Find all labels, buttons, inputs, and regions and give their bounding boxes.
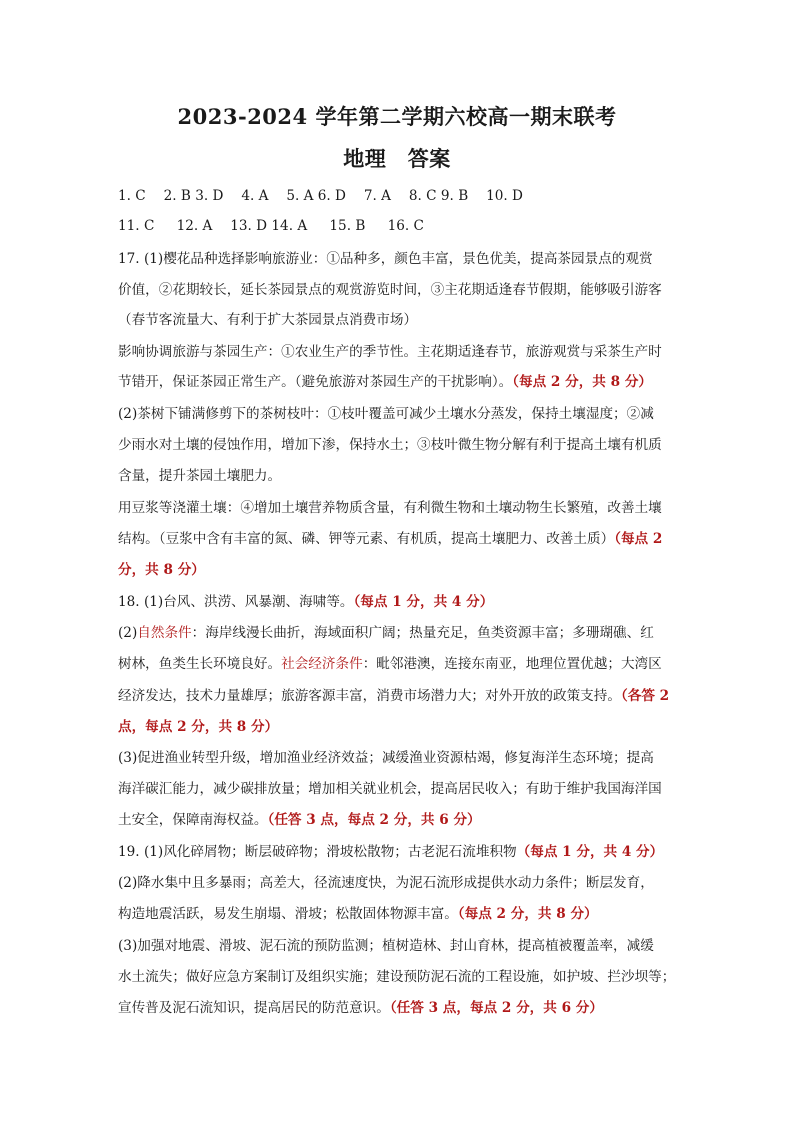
q18-text: ：毗邻港澳，连接东南亚，地理位置优越；大湾区 [362,656,662,672]
q18-text: ：海岸线漫长曲折，海域面积广阔；热量充足，鱼类资源丰富；多珊瑚礁、红 [191,625,654,641]
q17-text: 节错开，保证茶园正常生产。（避免旅游对茶园生产的干扰影响）。 [118,374,513,390]
q18-text: 树林，鱼类生长环境良好。 [118,656,282,672]
q19-text: 19. (1)风化碎屑物；断层破碎物；滑坡松散物；古老泥石流堆积物 [118,844,517,860]
q17-score-note: 分，共 8 分） [118,562,205,578]
q19-text: 宣传普及泥石流知识，提高居民的防范意识。 [118,1000,390,1016]
q18-line [118,654,678,674]
q18-line [118,686,678,706]
q19-line: (2)降水集中且多暴雨；高差大，径流速度快，为泥石流形成提供水动力条件；断层发育， [118,875,654,891]
q17-line: 含量，提升茶园土壤肥力。 [118,468,282,484]
q18-line: (3)促进渔业转型升级，增加渔业经济效益；减缓渔业资源枯竭，修复海洋生态环境；提高 [118,750,654,766]
q18-line [118,623,678,643]
q19-line [118,904,678,924]
q17-line: 用豆浆等浇灌土壤：④增加土壤营养物质含量，有利微生物和土壤动物生长繁殖，改善土壤 [118,500,662,516]
choice-answers-row-2: 11. C 12. A 13. D 14. A 15. B 16. C [118,218,424,234]
q17-line: 影响协调旅游与茶园生产：①农业生产的季节性。主花期适逢春节，旅游观赏与采茶生产时 [118,344,662,360]
q18-score-note: （任答 3 点，每点 2 分，共 6 分） [267,812,481,828]
q19-line: (3)加强对地震、滑坡、泥石流的预防监测；植树造林、封山育林，提高植被覆盖率，减缓 [118,938,654,954]
q18-natural-conditions-label: 自然条件 [137,625,192,641]
q18-score-note: （各答 2 [620,688,670,704]
q17-text: 结构。（豆浆中含有丰富的氮、磷、钾等元素、有机质，提高土壤肥力、改善土质） [118,531,615,547]
q19-text: 构造地震活跃，易发生崩塌、滑坡；松散固体物源丰富。 [118,906,458,922]
q17-line: 17. (1)樱花品种选择影响旅游业：①品种多，颜色丰富，景色优美，提高茶园景点的观赏 [118,251,653,267]
page-subtitle: 地理 答案 [343,146,451,171]
q18-line: 海洋碳汇能力，减少碳排放量；增加相关就业机会，提高居民收入；有助于维护我国海洋国 [118,781,662,797]
q19-score-note: （任答 3 点，每点 2 分，共 6 分） [389,1000,603,1016]
choice-answers-row-1: 1. C 2. B 3. D 4. A 5. A 6. D 7. A 8. C 9. B 10. D [118,188,523,204]
q18-socioeconomic-label: 社会经济条件 [281,656,363,672]
q19-score-note: （每点 2 分，共 8 分） [457,906,598,922]
q18-score-note: （每点 1 分，共 4 分） [353,594,494,610]
q19-line [118,998,678,1018]
q18-line [118,592,678,612]
q17-line: 价值，②花期较长，延长茶园景点的观赏游览时间，③主花期适逢春节假期，能够吸引游客 [118,282,662,298]
q17-line: (2)茶树下铺满修剪下的茶树枝叶：①枝叶覆盖可减少土壤水分蒸发，保持土壤湿度；②减 [118,406,654,422]
q17-line [118,529,678,549]
q18-score-note: 点，每点 2 分，共 8 分） [118,719,279,735]
q18-text: (2) [118,625,138,641]
q17-line [118,372,678,392]
q18-text: 经济发达，技术力量雄厚；旅游客源丰富，消费市场潜力大；对外开放的政策支持。 [118,688,621,704]
q18-text: 18. (1)台风、洪涝、风暴潮、海啸等。 [118,594,354,610]
q17-line: 少雨水对土壤的侵蚀作用，增加下渗，保持水土；③枝叶微生物分解有利于提高土壤有机质 [118,437,662,453]
q17-line: （春节客流量大、有利于扩大茶园景点消费市场） [118,312,418,328]
q19-score-note: （每点 1 分，共 4 分） [516,844,664,860]
q18-text: 土安全，保障南海权益。 [118,812,268,828]
q17-score-note: （每点 2 分，共 8 分） [512,374,653,390]
q17-score-note: （每点 2 [614,531,663,547]
q18-line [118,810,678,830]
q19-line: 水土流失；做好应急方案制订及组织实施；建设预防泥石流的工程设施，如护坡、拦沙坝等； [118,969,676,985]
page-title: 2023-2024 学年第二学期六校高一期末联考 [177,104,617,129]
q19-line [118,842,678,862]
